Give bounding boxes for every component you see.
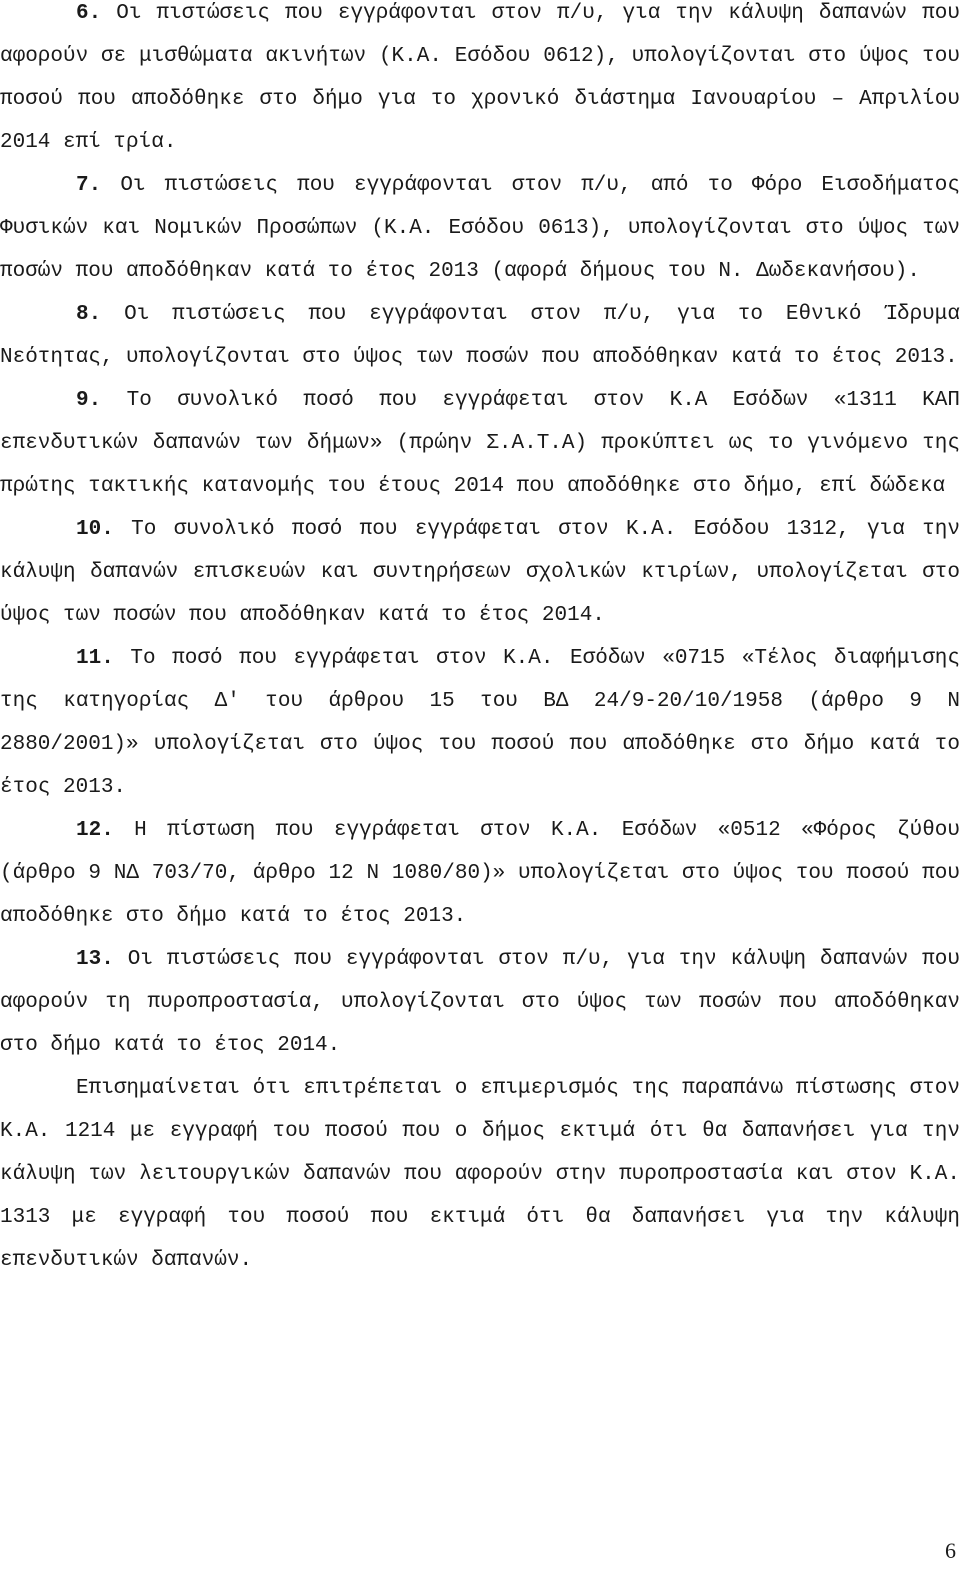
item-number: 6.	[76, 2, 102, 25]
item-number: 7.	[76, 174, 102, 197]
list-item-11	[0, 637, 960, 809]
item-number: 11.	[76, 647, 114, 670]
item-text: Οι πιστώσεις που εγγράφονται στον π/υ, από το Φόρο Εισοδήματος Φυσικών και Νομικών Προσώπων (Κ.Α. Εσόδου 0613), υπολογίζονται στο ύψος των ποσών που αποδόθηκαν κατά το έτος 2013 (αφορά δήμους του Ν. Δωδεκανήσου).	[0, 174, 960, 283]
list-item-10	[0, 508, 960, 637]
item-number: 13.	[76, 948, 114, 971]
item-text: Το συνολικό ποσό που εγγράφεται στον Κ.Α. Εσόδου 1312, για την κάλυψη δαπανών επισκευών και συντηρήσεων σχολικών κτιρίων, υπολογίζεται στο ύψος των ποσών που αποδόθηκαν κατά το έτος 2014.	[0, 518, 960, 627]
page-number: 6	[945, 1538, 956, 1563]
item-text: Οι πιστώσεις που εγγράφονται στον π/υ, για την κάλυψη δαπανών που αφορούν τη πυροπροστασία, υπολογίζονται στο ύψος των ποσών που αποδόθηκαν στο δήμο κατά το έτος 2014.	[0, 948, 960, 1057]
list-item-7	[0, 164, 960, 293]
list-item-9	[0, 379, 960, 508]
list-item-12	[0, 809, 960, 938]
list-item-6	[0, 0, 960, 164]
item-text: Οι πιστώσεις που εγγράφονται στον π/υ, για το Εθνικό Ίδρυμα Νεότητας, υπολογίζονται στο ύψος των ποσών που αποδόθηκαν κατά το έτος 2013.	[0, 303, 960, 369]
item-number: 10.	[76, 518, 114, 541]
item-text: Οι πιστώσεις που εγγράφονται στον π/υ, για την κάλυψη δαπανών που αφορούν σε μισθώματα ακινήτων (Κ.Α. Εσόδου 0612), υπολογίζονται στο ύψος του ποσού που αποδόθηκε στο δήμο για το χρονικό διάστημα Ιανουαρίου – Απριλίου 2014 επί τρία.	[0, 2, 960, 154]
list-item-8	[0, 293, 960, 379]
item-text: Η πίστωση που εγγράφεται στον Κ.Α. Εσόδων «0512 «Φόρος ζύθου (άρθρο 9 ΝΔ 703/70, άρθρο 12 Ν 1080/80)» υπολογίζεται στο ύψος του ποσού που αποδόθηκε στο δήμο κατά το έτος 2013.	[0, 819, 960, 928]
note-paragraph: Επισημαίνεται ότι επιτρέπεται ο επιμερισμός της παραπάνω πίστωσης στον Κ.Α. 1214 με εγγραφή του ποσού που ο δήμος εκτιμά ότι θα δαπανήσει για την κάλυψη των λειτουργικών δαπανών που αφορούν στην πυροπροστασία και στον Κ.Α. 1313 με εγγραφή του ποσού που εκτιμά ότι θα δαπανήσει για την κάλυψη επενδυτικών δαπανών.	[0, 1077, 960, 1272]
item-text: Το ποσό που εγγράφεται στον Κ.Α. Εσόδων «0715 «Τέλος διαφήμισης της κατηγορίας Δ' του άρθρου 15 του ΒΔ 24/9-20/10/1958 (άρθρο 9 Ν 2880/2001)» υπολογίζεται στο ύψος του ποσού που αποδόθηκε στο δήμο κατά το έτος 2013.	[0, 647, 960, 799]
item-number: 12.	[76, 819, 114, 842]
item-text: Το συνολικό ποσό που εγγράφεται στον Κ.Α Εσόδων «1311 ΚΑΠ επενδυτικών δαπανών των δήμων» (πρώην Σ.Α.Τ.Α) προκύπτει ως το γινόμενο της πρώτης τακτικής κατανομής του έτους 2014 που αποδόθηκε στο δήμο, επί δώδεκα	[0, 389, 960, 498]
item-number: 8.	[76, 303, 102, 326]
item-number: 9.	[76, 389, 102, 412]
list-item-13	[0, 938, 960, 1067]
